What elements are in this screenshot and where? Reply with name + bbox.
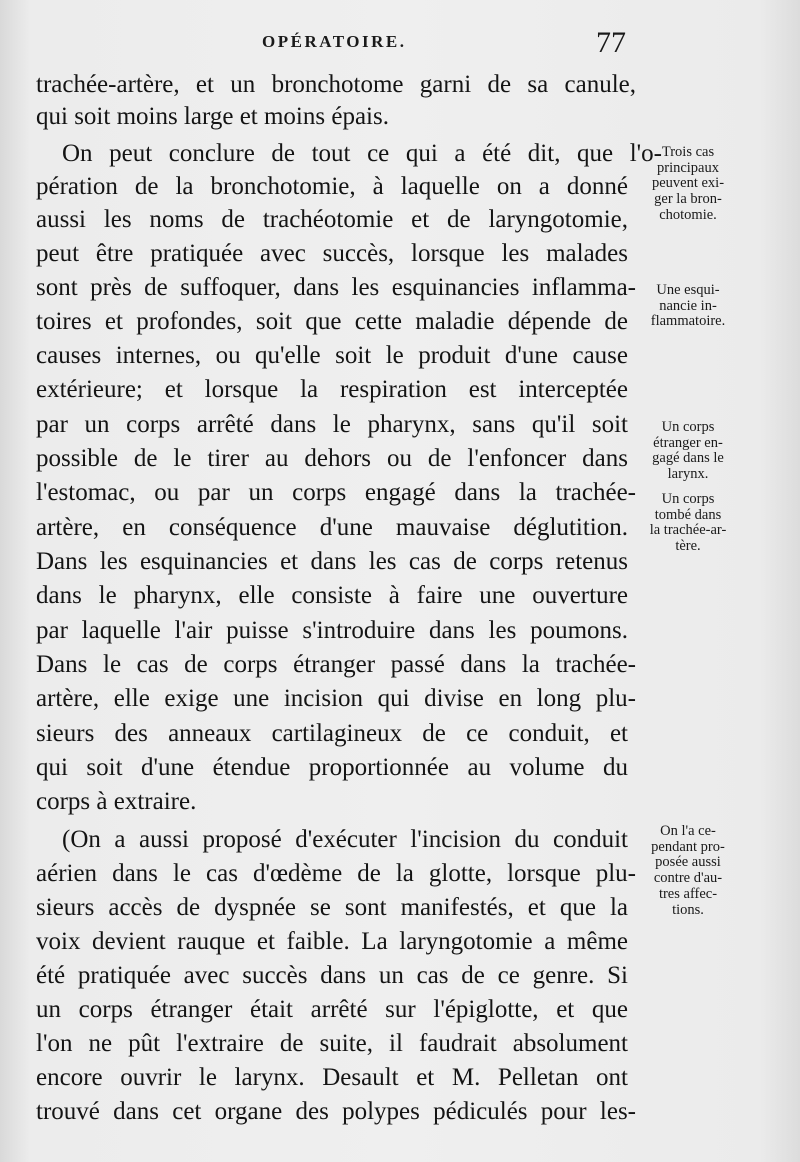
margin-note-line: Un corps (661, 419, 715, 435)
body-line: aussi les noms de trachéotomie et de laryngotomie, (36, 206, 628, 233)
body-line: qui soit moins large et moins épais. (36, 103, 389, 130)
body-line: causes internes, ou qu'elle soit le produit d'une cause (36, 342, 628, 369)
margin-note-line: chotomie. (659, 206, 717, 223)
margin-note-line: contre d'au- (653, 870, 723, 887)
margin-note (632, 420, 744, 483)
body-line: On peut conclure de tout ce qui a été dit, que l'o- (62, 140, 662, 167)
body-line: sont près de suffoquer, dans les esquinancies inflamma- (36, 274, 636, 301)
margin-note-line: tres affec- (658, 885, 718, 902)
body-line: toires et profondes, soit que cette maladie dépende de (36, 308, 628, 335)
margin-note-line: Trois cas (661, 144, 715, 160)
running-head: OPÉRATOIRE. (262, 32, 407, 51)
margin-note-line: posée aussi (655, 854, 721, 871)
body-line: artère, elle exige une incision qui divise en long plu- (36, 685, 636, 712)
body-line: été pratiquée avec succès dans un cas de ce genre. Si (36, 962, 628, 989)
margin-note (632, 824, 744, 918)
margin-note-line: la trachée-ar- (649, 522, 727, 539)
body-line: possible de le tirer au dehors ou de l'enfoncer dans (36, 445, 628, 472)
margin-note-line: On l'a ce- (660, 823, 716, 839)
margin-note-line: ger la bron- (654, 191, 722, 208)
body-line: par laquelle l'air puisse s'introduire dans les poumons. (36, 617, 628, 644)
margin-note-line: étranger en- (653, 434, 723, 451)
body-line: l'on ne pût l'extraire de suite, il faudrait absolument (36, 1030, 628, 1057)
margin-note (632, 283, 744, 330)
margin-note-line: flammatoire. (650, 313, 726, 330)
body-line: trouvé dans cet organe des polypes pédiculés pour les- (36, 1098, 636, 1125)
body-line: (On a aussi proposé d'exécuter l'incision du conduit (62, 826, 628, 853)
margin-note (632, 492, 744, 555)
body-line: trachée-artère, et un bronchotome garni de sa canule, (36, 71, 636, 98)
margin-note-line: tombé dans (654, 506, 722, 523)
margin-note-line: larynx. (667, 466, 709, 483)
body-line: artère, en conséquence d'une mauvaise déglutition. (36, 514, 628, 541)
margin-note-line: Une esqui- (656, 282, 720, 298)
body-line: corps à extraire. (36, 788, 197, 815)
body-line: peut être pratiquée avec succès, lorsque les malades (36, 240, 628, 267)
body-line: qui soit d'une étendue proportionnée au volume du (36, 754, 628, 781)
body-line: extérieure; et lorsque la respiration est interceptée (36, 376, 628, 403)
body-line: un corps étranger était arrêté sur l'épiglotte, et que (36, 996, 628, 1023)
page-number: 77 (596, 26, 626, 59)
body-line: sieurs des anneaux cartilagineux de ce conduit, et (36, 720, 628, 747)
body-line: l'estomac, ou par un corps engagé dans la trachée- (36, 479, 636, 506)
body-line: voix devient rauque et faible. La laryngotomie a même (36, 928, 628, 955)
margin-note-line: peuvent exi- (651, 175, 725, 192)
body-line: encore ouvrir le larynx. Desault et M. Pelletan ont (36, 1064, 628, 1091)
body-line: dans le pharynx, elle consiste à faire une ouverture (36, 582, 628, 609)
margin-note-line: tère. (675, 538, 701, 555)
margin-note-line: principaux (656, 159, 719, 176)
margin-note-line: tions. (672, 901, 704, 918)
body-line: Dans les esquinancies et dans les cas de corps retenus (36, 548, 628, 575)
margin-note-line: gagé dans le (652, 450, 724, 467)
body-line: par un corps arrêté dans le pharynx, sans qu'il soit (36, 411, 628, 438)
body-line: pération de la bronchotomie, à laquelle on a donné (36, 173, 628, 200)
margin-note (632, 145, 744, 224)
margin-note-line: pendant pro- (651, 838, 725, 855)
margin-note-line: nancie in- (659, 297, 717, 314)
body-line: sieurs accès de dyspnée se sont manifestés, et que la (36, 894, 628, 921)
body-line: Dans le cas de corps étranger passé dans la trachée- (36, 651, 636, 678)
margin-note-line: Un corps (661, 491, 715, 507)
body-line: aérien dans le cas d'œdème de la glotte, lorsque plu- (36, 860, 636, 887)
